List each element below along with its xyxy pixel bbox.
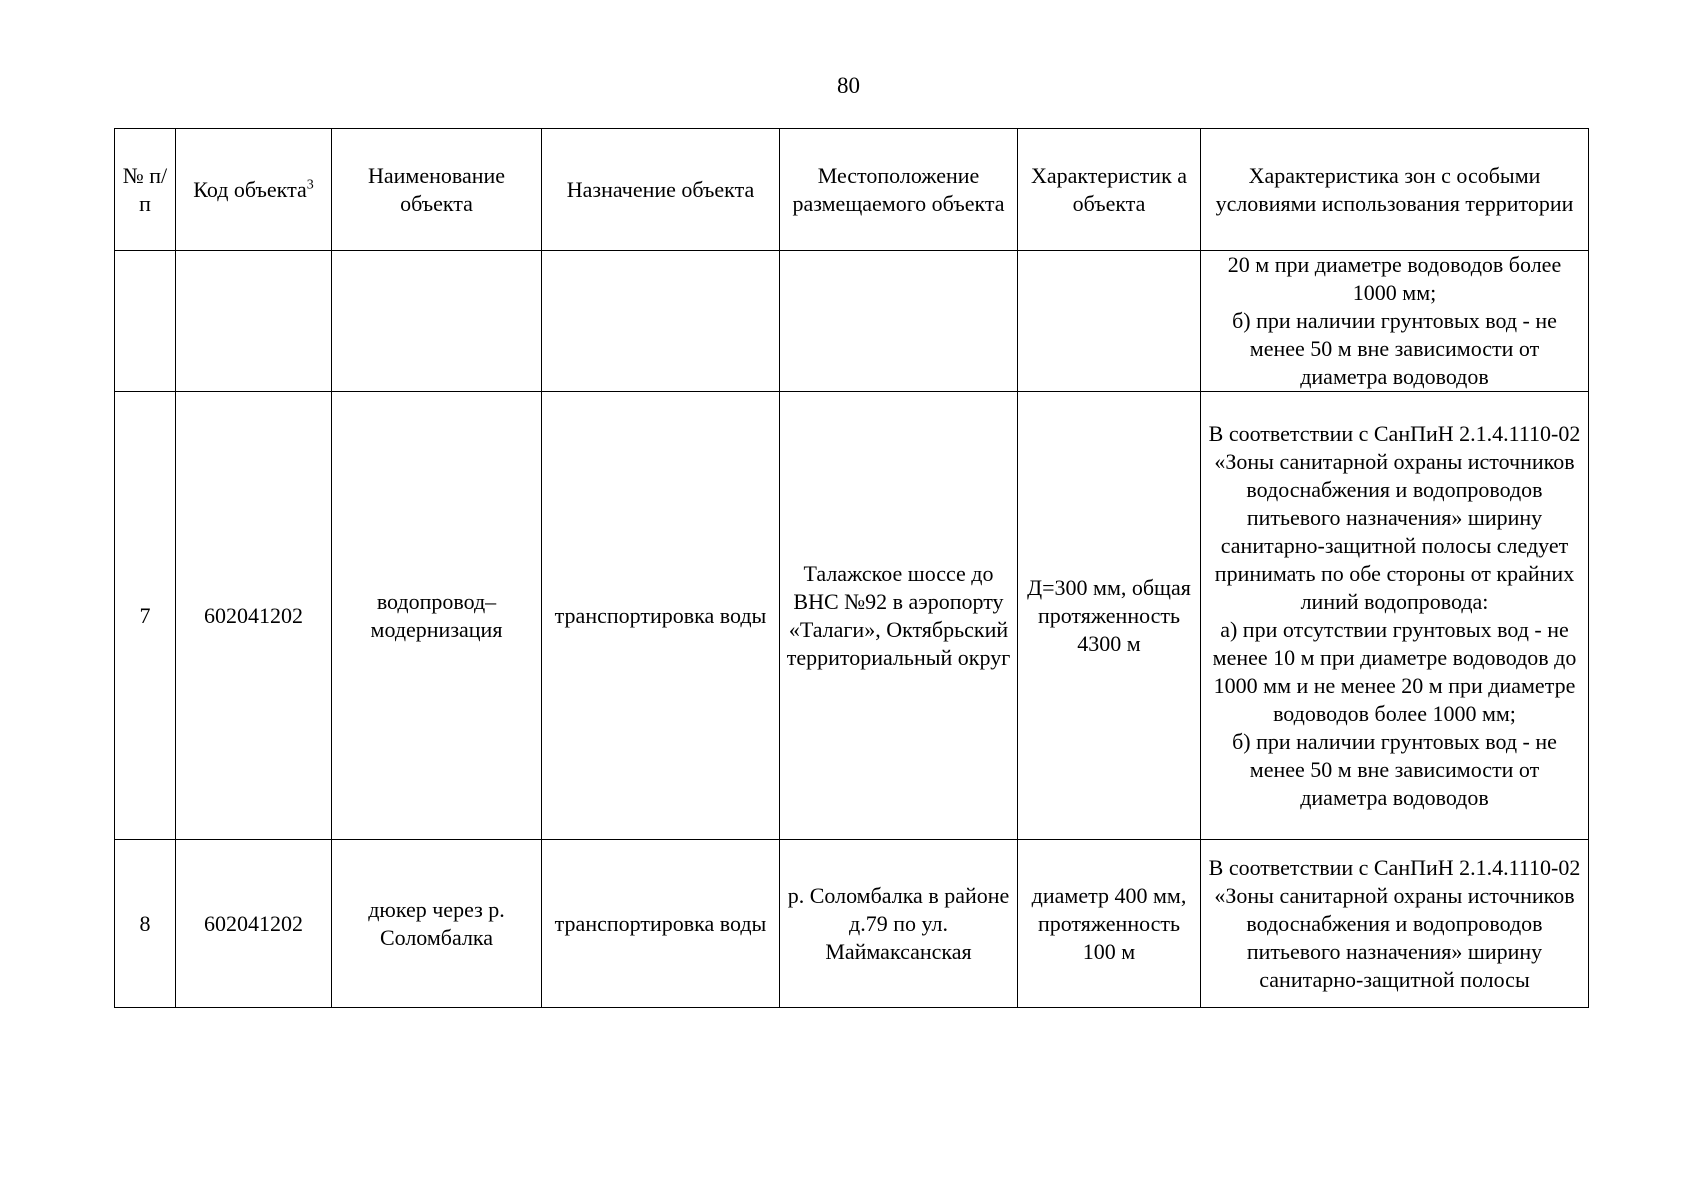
cell-number: 8 (115, 840, 176, 1008)
cell-code (176, 251, 332, 392)
header-code (176, 129, 332, 251)
cell-number: 7 (115, 392, 176, 840)
table-row (115, 251, 1589, 392)
cell-code: 602041202 (176, 840, 332, 1008)
cell-number (115, 251, 176, 392)
table-row (115, 840, 1589, 1008)
table-header-row (115, 129, 1589, 251)
cell-zone: 20 м при диаметре водоводов более 1000 мм; б) при наличии грунтовых вод - не менее 50 м вне зависимости от диаметра водоводов (1201, 251, 1589, 392)
header-location: Местоположение размещаемого объекта (780, 129, 1018, 251)
cell-name: дюкер через р. Соломбалка (332, 840, 542, 1008)
cell-code: 602041202 (176, 392, 332, 840)
footnote-marker: 3 (306, 177, 314, 193)
cell-location: р. Соломбалка в районе д.79 по ул. Маймаксанская (780, 840, 1018, 1008)
objects-table (114, 128, 1589, 1008)
cell-characteristics (1018, 251, 1201, 392)
header-code-label: Код объекта (193, 176, 307, 202)
cell-characteristics: диаметр 400 мм, протяженность 100 м (1018, 840, 1201, 1008)
cell-name: водопровод–модернизация (332, 392, 542, 840)
cell-purpose: транспортировка воды (542, 840, 780, 1008)
cell-zone: В соответствии с СанПиН 2.1.4.1110-02 «Зоны санитарной охраны источников водоснабжения и водопроводов питьевого назначения» ширину санитарно-защитной полосы следует принимать по обе стороны от крайних линий водопровода: а) при отсутствии грунтовых вод - не менее 10 м при диаметре водоводов до 1000 мм и не менее 20 м при диаметре водоводов более 1000 мм; б) при наличии грунтовых вод - не менее 50 м вне зависимости от диаметра водоводов (1201, 392, 1589, 840)
header-purpose: Назначение объекта (542, 129, 780, 251)
header-characteristics: Характеристик а объекта (1018, 129, 1201, 251)
cell-characteristics: Д=300 мм, общая протяженность 4300 м (1018, 392, 1201, 840)
cell-location: Талажское шоссе до ВНС №92 в аэропорту «Талаги», Октябрьский территориальный округ (780, 392, 1018, 840)
header-zone: Характеристика зон с особыми условиями использования территории (1201, 129, 1589, 251)
cell-location (780, 251, 1018, 392)
header-name: Наименование объекта (332, 129, 542, 251)
page-number: 80 (837, 73, 860, 98)
cell-purpose: транспортировка воды (542, 392, 780, 840)
cell-zone: В соответствии с СанПиН 2.1.4.1110-02 «Зоны санитарной охраны источников водоснабжения и водопроводов питьевого назначения» ширину санитарно-защитной полосы (1201, 840, 1589, 1008)
cell-name (332, 251, 542, 392)
header-number: № п/п (115, 129, 176, 251)
cell-purpose (542, 251, 780, 392)
table-row (115, 392, 1589, 840)
